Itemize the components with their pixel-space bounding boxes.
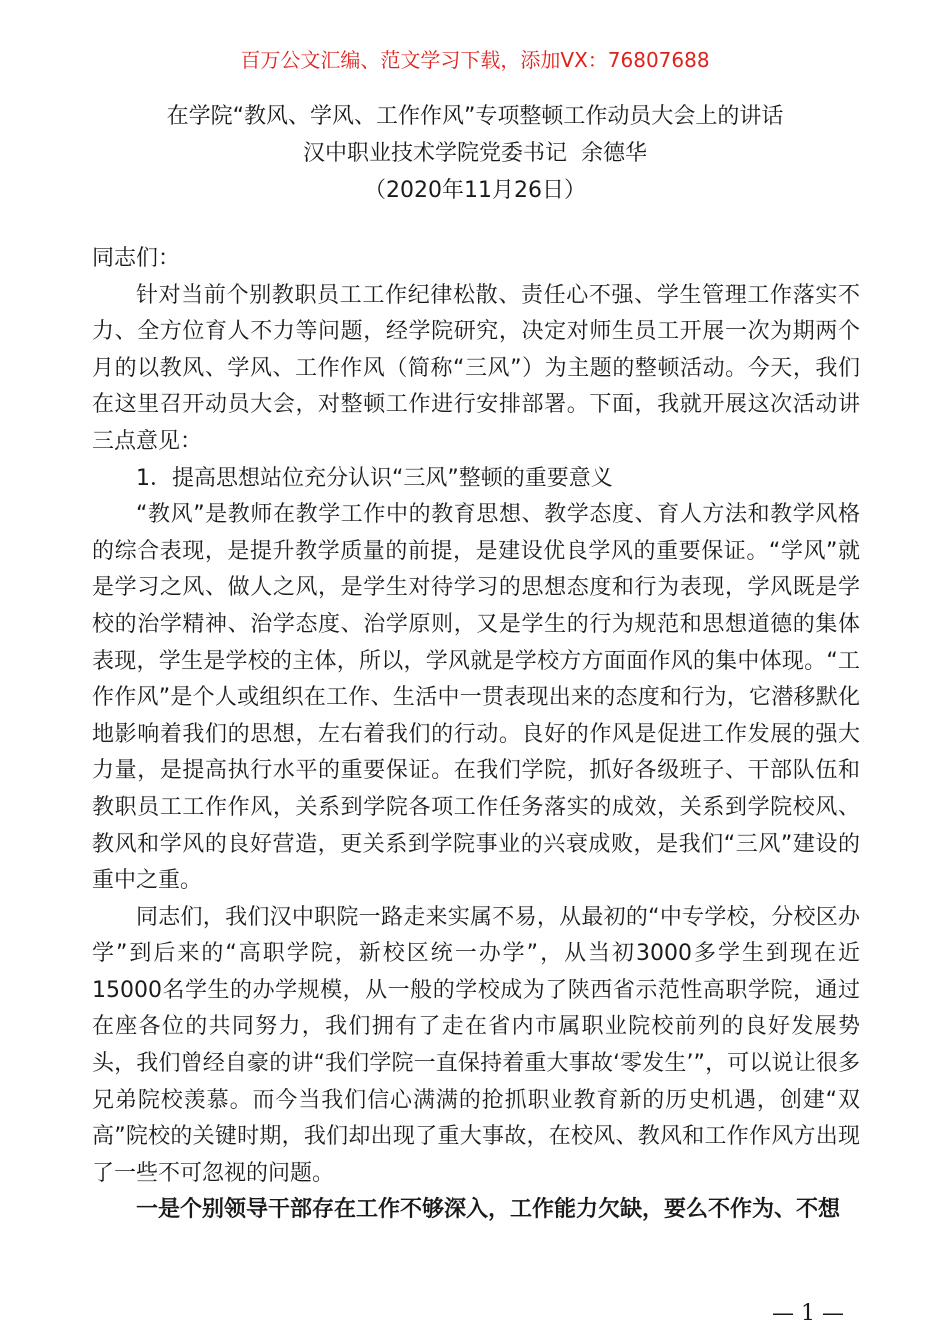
salutation: 同志们： bbox=[92, 246, 181, 271]
page-number: — 1 — bbox=[772, 1301, 844, 1326]
speaker-line: 汉中职业技术学院党委书记 余德华 bbox=[303, 141, 647, 166]
promo-banner: 百万公文汇编、范文学习下载，添加VX：76807688 bbox=[240, 48, 710, 72]
speech-date: （2020年11月26日） bbox=[364, 178, 586, 203]
paragraph-intro: 针对当前个别教职员工工作纪律松散、责任心不强、学生管理工作落实不力、全方位育人不力等问题，经学院研究，决定对师生员工开展一次为期两个月的以教风、学风、工作作风（简称“三风”）为主题的整顿活动。今天，我们在这里召开动员大会，对整顿工作进行安排部署。下面，我就开展这次活动讲三点意见： bbox=[92, 282, 860, 454]
paragraph-definition: “教风”是教师在教学工作中的教育思想、教学态度、育人方法和教学风格的综合表现，是提升教学质量的前提，是建设优良学风的重要保证。“学风”就是学习之风、做人之风，是学生对待学习的思想态度和行为表现，学风既是学校的治学精神、治学态度、治学原则，又是学生的行为规范和思想道德的集体表现，学生是学校的主体，所以，学风就是学校方方面面作风的集中体现。“工作作风”是个人或组织在工作、生活中一贯表现出来的态度和行为，它潜移默化地影响着我们的思想，左右着我们的行动。良好的作风是促进工作发展的强大力量，是提高执行水平的重要保证。在我们学院，抓好各级班子、干部队伍和教职员工工作作风，关系到学院各项工作任务落实的成效，关系到学院校风、教风和学风的良好营造，更关系到学院事业的兴衰成败，是我们“三风”建设的重中之重。 bbox=[92, 502, 860, 894]
section-heading-1: 1．提高思想站位充分认识“三风”整顿的重要意义 bbox=[136, 465, 613, 491]
paragraph-point-one: 一是个别领导干部存在工作不够深入，工作能力欠缺，要么不作为、不想 bbox=[136, 1197, 841, 1223]
title-block bbox=[0, 98, 950, 209]
speech-title: 在学院“教风、学风、工作作风”专项整顿工作动员大会上的讲话 bbox=[166, 104, 784, 129]
paragraph-history: 同志们，我们汉中职院一路走来实属不易，从最初的“中专学校，分校区办学”到后来的“高职学院，新校区统一办学”，从当初3000多学生到现在近15000名学生的办学规模，从一般的学校成为了陕西省示范性高职学院，通过在座各位的共同努力，我们拥有了走在省内市属职业院校前列的良好发展势头，我们曾经自豪的讲“我们学院一直保持着重大事故‘零发生’”，可以说让很多兄弟院校羡慕。而今当我们信心满满的抢抓职业教育新的历史机遇，创建“双高”院校的关键时期，我们却出现了重大事故，在校风、教风和工作作风方出现了一些不可忽视的问题。 bbox=[92, 904, 860, 1186]
speech-body bbox=[92, 241, 860, 1229]
